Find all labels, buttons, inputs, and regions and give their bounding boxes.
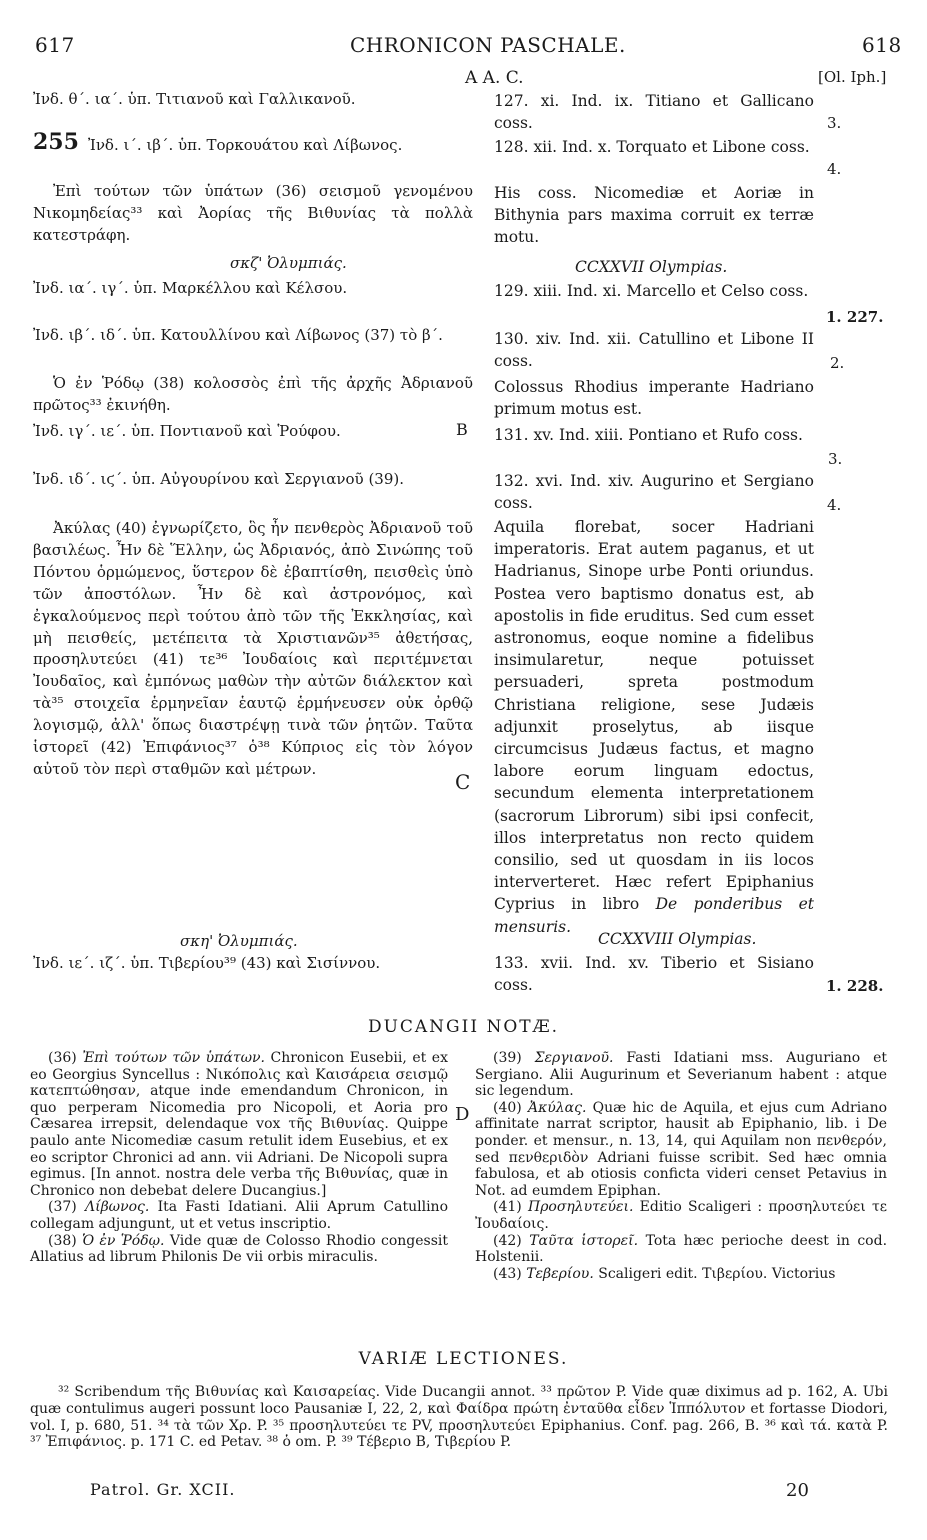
page-number-left: 617	[35, 33, 75, 57]
variae-text: ³² Scribendum τῆς Βιθυνίας καὶ Καισαρείας. Vide Ducangii annot. ³³ πρῶτον P. Vide quæ diximus ad p. 162, A. Ubi quæ contulimus augeri possunt loco Pausaniæ I, 22, 2, καὶ Φαίδρα πρώτη ἐνταῦθα εἶδεν Ἱππόλυτον et fortasse Diodori, vol. I, p. 680, 51. ³⁴ τὰ τῶν Χρ. P. ³⁵ προσηλυτεύει τε PV, προσηλυτεύει Epiphanius. Conf. pag. 266, B. ³⁶ καὶ τά. κατὰ P. ³⁷ Ἐπιφάνιος. p. 171 C. ed Petav. ³⁸ ὁ om. P. ³⁹ Τέβεριο B, Τιβερίου P.	[30, 1384, 888, 1451]
latin-paragraph-3-title: De ponderibus et mensuris.	[494, 895, 814, 936]
margin-number: 4.	[827, 160, 842, 178]
greek-line-6: Ἰνδ. ιδ΄. ιϛ΄. ὑπ. Αὐγουρίνου καὶ Σεργιανοῦ (39).	[33, 470, 405, 488]
footer-signature: 20	[786, 1480, 809, 1501]
latin-paragraph-1: His coss. Nicomediæ et Aoriæ in Bithynia pars maxima corruit ex terræ motu.	[494, 184, 814, 246]
latin-paragraph-3-text: Aquila florebat, socer Hadriani imperatoris. Erat autem paganus, et ut Hadrianus, Sinope urbe Ponti oriundus. Postea vero baptismo donatus est, ab apostolis in fide eruditus. Sed cum esset astronomus, eoque nomine a fidelibus insimularetur, neque potuisset persuaderi, spreta postmodum Christiana religione, sese Judæis adjunxit proselytus, ab iisque circumcisus Judæus factus, et magno labore eorum linguam edoctus, secundum elementa interpretationem (sacrorum Librorum) sibi ipsi confecit, illos interpretatus non recto quidem consilio, sed ut quosdam in iis locos interverteret. Hæc refert Epiphanius Cyprius in libro	[494, 518, 814, 914]
margin-marker-c: C	[455, 770, 471, 794]
page-number-right: 618	[862, 33, 902, 57]
notes-right-column	[475, 1050, 887, 1282]
subhead-anno: A A. C.	[465, 68, 524, 88]
margin-number: 1. 227.	[826, 308, 884, 326]
note-36: (36) Ἐπὶ τούτων τῶν ὑπάτων. Chronicon Eusebii, et ex eo Georgius Syncellus : Νικόπολις καὶ Καισάρεια σεισμῷ κατεπτώθησαν, atque inde emendandum Chronicon, in quo perperam Nicomedia pro Nicopoli, et Aoria pro Cæsarea irrepsit, delendaque vox τῆς Βιθυνίας. Quippe paulo ante Nicomediæ casum retulit idem Eusebius, et ex eo scriptor Chronici ad ann. vii Adriani. De Nicopoli supra egimus. [In annot. nostra dele verba τῆς Βιθυνίας, quæ in Chronico non debebat delere Ducangius.]	[30, 1050, 448, 1199]
margin-number: 4.	[827, 496, 842, 514]
note-39: (39) Σεργιανοῦ. Fasti Idatiani mss. Auguriano et Sergiano. Alii Augurinum et Severianum habent : atque sic legendum.	[475, 1050, 887, 1100]
notes-left-column	[30, 1050, 448, 1266]
latin-entry-133: 133. xvii. Ind. xv. Tiberio et Sisiano coss.	[494, 954, 814, 994]
footer-patrologia: Patrol. Gr. XCII.	[90, 1480, 236, 1499]
greek-line-2: Ἰνδ. ι΄. ιβ΄. ὑπ. Τορκουάτου καὶ Λίβωνος.	[88, 136, 403, 154]
latin-paragraph-3	[494, 516, 814, 938]
note-42: (42) Ταῦτα ἱστορεῖ. Tota hæc perioche deest in cod. Holstenii.	[475, 1232, 888, 1266]
greek-line-5: Ἰνδ. ιγ΄. ιε΄. ὑπ. Ποντιανοῦ καὶ Ῥούφου.	[33, 422, 341, 440]
latin-paragraph-2: Colossus Rhodius imperante Hadriano primum motus est.	[494, 378, 814, 418]
note-43: (43) Τεβερίου. Scaligeri edit. Τιβερίου. Victorius	[493, 1265, 836, 1282]
margin-number: 3.	[828, 450, 843, 468]
greek-line-1: Ἰνδ. θ΄. ια΄. ὑπ. Τιτιανοῦ καὶ Γαλλικανοῦ.	[33, 90, 356, 108]
greek-paragraph-2: Ὁ ἐν Ῥόδῳ (38) κολοσσὸς ἐπὶ τῆς ἀρχῆς Ἀδριανοῦ πρῶτος³³ ἐκινήθη.	[33, 374, 473, 414]
note-41: (41) Προσηλυτεύει. Editio Scaligeri : προσηλυτεύει τε Ἰουδαίοις.	[475, 1199, 888, 1232]
greek-line-4: Ἰνδ. ιβ΄. ιδ΄. ὑπ. Κατουλλίνου καὶ Λίβωνος (37) τὸ β΄.	[33, 326, 443, 344]
greek-paragraph-1: Ἐπὶ τούτων τῶν ὑπάτων (36) σεισμοῦ γενομένου Νικομηδείας³³ καὶ Ἀορίας τῆς Βιθυνίας τὰ πολλὰ κατεστράφη.	[33, 182, 473, 244]
notes-title: DUCANGII NOTÆ.	[367, 1017, 560, 1037]
margin-number: 1. 228.	[826, 977, 884, 995]
note-38: (38) Ὁ ἐν Ῥόδῳ. Vide quæ de Colosso Rhodio congessit Allatius ad librum Philonis De vii orbis miraculis.	[30, 1232, 449, 1266]
variae-title: VARIÆ LECTIONES.	[358, 1349, 569, 1369]
greek-line-7: Ἰνδ. ιε΄. ιζ΄. ὑπ. Τιβερίου³⁹ (43) καὶ Σισίννου.	[33, 954, 381, 972]
latin-entry-131: 131. xv. Ind. xiii. Pontiano et Rufo coss.	[494, 426, 803, 444]
margin-number: 3.	[827, 114, 842, 132]
latin-olympiad-1: CCXXVII Olympias.	[575, 258, 728, 276]
running-title: CHRONICON PASCHALE.	[350, 33, 626, 57]
note-40: (40) Ἀκύλας. Quæ hic de Aquila, et ejus cum Adriano affinitate narrat scriptor, hausit ab Epiphanio, lib. i De ponder. et mensur., n. 13, 14, qui Aquilam non πενθερόν, sed πενθεριδὸν Adriani fuisse scribit. Sed hæc omnia fabulosa, et ab otiosis conficta videri censet Petavius in Not. ad eumdem Epiphan.	[475, 1099, 888, 1199]
latin-entry-127: 127. xi. Ind. ix. Titiano et Gallicano coss.	[494, 92, 814, 132]
latin-entry-130: 130. xiv. Ind. xii. Catullino et Libone II coss.	[494, 330, 814, 370]
greek-olympiad-2: σκη' Ὀλυμπιάς.	[180, 932, 298, 950]
latin-entry-132: 132. xvi. Ind. xiv. Augurino et Sergiano coss.	[494, 472, 814, 512]
subhead-olympiad: [Ol. Iph.]	[818, 68, 887, 86]
latin-entry-128: 128. xii. Ind. x. Torquato et Libone coss.	[494, 138, 810, 156]
margin-number: 2.	[830, 354, 845, 372]
latin-olympiad-2: CCXXVIII Olympias.	[598, 930, 757, 948]
greek-paragraph-3: Ἀκύλας (40) ἐγνωρίζετο, ὃς ἦν πενθερὸς Ἀδριανοῦ τοῦ βασιλέως. Ἦν δὲ Ἕλλην, ὡς Ἀδριανός, ἀπὸ Σινώπης τοῦ Πόντου ὁρμώμενος, ὕστερον δὲ ἐβαπτίσθη, πεισθεὶς ὑπὸ τῶν ἀποστόλων. Ἦν δὲ καὶ ἀστρονόμος, καὶ ἐγκαλούμενος περὶ τούτου ἀπὸ τῶν τῆς Ἐκκλησίας, καὶ μὴ πεισθείς, μετέπειτα τὰ Χριστιανῶν³⁵ ἀθετήσας, προσηλυτεύει (41) τε³⁶ Ἰουδαίοις καὶ περιτέμνεται Ἰουδαῖος, καὶ ἐμπόνως μαθὼν τὴν αὐτῶν διάλεκτον καὶ τὰ³⁵ στοιχεῖα ἑρμηνεῖαν ἑαυτῷ ἑρμήνευσεν οὐκ ὀρθῷ λογισμῷ, ἀλλ' ὅπως διαστρέψῃ τινὰ τῶν ῥητῶν. Ταῦτα ἱστορεῖ (42) Ἐπιφάνιος³⁷ ὁ³⁸ Κύπριος εἰς τὸν λόγον αὐτοῦ τὸν περὶ σταθμῶν καὶ μέτρων.	[33, 519, 473, 778]
latin-entry-129: 129. xiii. Ind. xi. Marcello et Celso coss.	[494, 282, 809, 300]
number-255: 255	[33, 129, 79, 155]
greek-line-3: Ἰνδ. ια΄. ιγ΄. ὑπ. Μαρκέλλου καὶ Κέλσου.	[33, 279, 348, 297]
greek-olympiad-1: σκζ' Ὀλυμπιάς.	[230, 254, 347, 272]
margin-marker-b: B	[456, 420, 468, 439]
margin-marker-d: D	[455, 1104, 470, 1125]
note-37: (37) Λίβωνος. Ita Fasti Idatiani. Alii Aprum Catullino collegam adjungunt, ut et vetus inscriptio.	[30, 1199, 448, 1232]
